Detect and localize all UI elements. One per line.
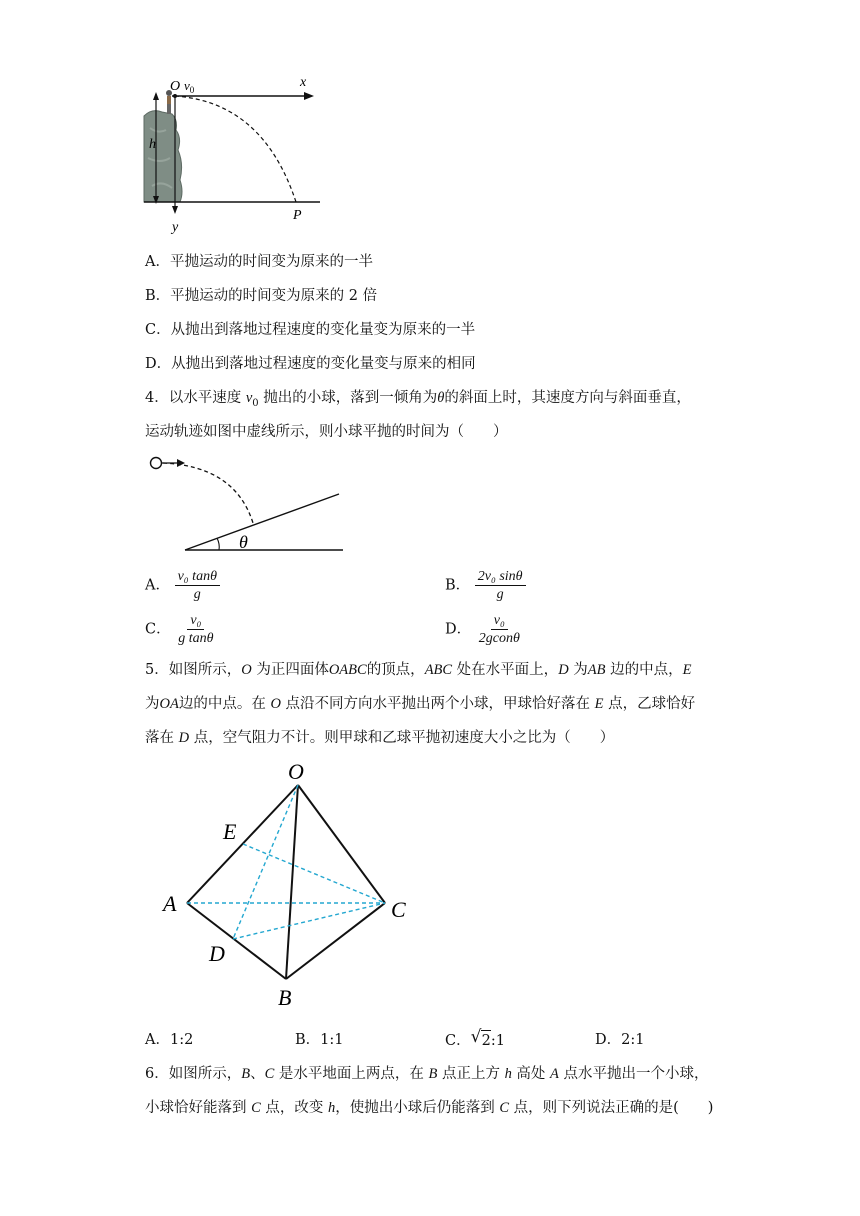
ball-icon (151, 458, 162, 469)
q6-stem-line2: 小球恰好能落到 C 点，改变 h，使抛出小球后仍能落到 C 点，则下列说法正确的是( ) (145, 1100, 714, 1116)
q4-option-c[interactable]: C． $\frac{\text{v₀}}{\text{g tanθ}}$ (145, 613, 214, 646)
incline-line (185, 494, 339, 550)
label-o: O (170, 79, 181, 94)
q5-option-b[interactable]: B．1:1 (295, 1032, 344, 1048)
q5-option-c[interactable]: C． √ 2:1 (445, 1027, 505, 1049)
label-y: y (172, 220, 179, 235)
label-c: C (391, 897, 406, 922)
label-o: O (288, 759, 304, 784)
tetrahedron-figure (155, 755, 425, 1015)
q4-option-a[interactable]: A． $\frac{\text{v₀ tanθ}}{g}$ (145, 568, 220, 603)
q5-stem-line3: 落在 D 点，空气阻力不计。则甲球和乙球平抛初速度大小之比为（ ） (145, 730, 615, 746)
q3-option-b[interactable]: B．平抛运动的时间变为原来的 2 倍 (145, 288, 378, 304)
label-b: B (278, 985, 292, 1010)
q5-option-d[interactable]: D．2:1 (595, 1032, 645, 1048)
label-e: E (223, 819, 237, 844)
q3-option-a[interactable]: A．平抛运动的时间变为原来的一半 (145, 254, 373, 270)
cliff-rock (144, 111, 182, 202)
label-h: h (149, 137, 156, 152)
q3-option-c[interactable]: C．从抛出到落地过程速度的变化量变为原来的一半 (145, 322, 476, 338)
q4-stem-line2: 运动轨迹如图中虚线所示，则小球平抛的时间为（ ） (145, 424, 508, 440)
q4-option-b[interactable]: B． $\frac{\text{2v₀ sinθ}}{g}$ (445, 568, 526, 603)
q5-option-a[interactable]: A．1:2 (145, 1032, 194, 1048)
q5-stem-line2: 为OA边的中点。在 O 点沿不同方向水平抛出两个小球，甲球恰好落在 E 点，乙球恰好 (145, 696, 696, 712)
label-theta: θ (239, 532, 248, 552)
q3-option-d[interactable]: D．从抛出到落地过程速度的变化量变与原来的相同 (145, 356, 476, 372)
cliff-projectile-figure (138, 68, 328, 238)
q4-stem-line1: 4．以水平速度 $v_0$ 抛出的小球，落到一倾角为θ的斜面上时，其速度方向与斜面垂直， (145, 390, 691, 409)
label-a: A (163, 891, 177, 916)
trajectory-dashed (163, 463, 253, 523)
label-p: P (293, 208, 302, 223)
incline-figure (145, 450, 355, 560)
label-x: x (300, 75, 307, 90)
q4-option-d[interactable]: D． $\frac{\text{v₀}}{\text{2gconθ}}$ (445, 613, 520, 646)
label-v0: $v_0$ (184, 78, 195, 95)
trajectory-dashed (175, 96, 296, 202)
q5-stem-line1: 5．如图所示，O 为正四面体OABC的顶点，ABC 处在水平面上，D 为AB 边的中点，E (145, 662, 692, 678)
q6-stem-line1: 6．如图所示，B、C 是水平地面上两点，在 B 点正上方 h 高处 A 点水平抛出一个小球， (145, 1066, 709, 1082)
label-d: D (209, 941, 225, 966)
